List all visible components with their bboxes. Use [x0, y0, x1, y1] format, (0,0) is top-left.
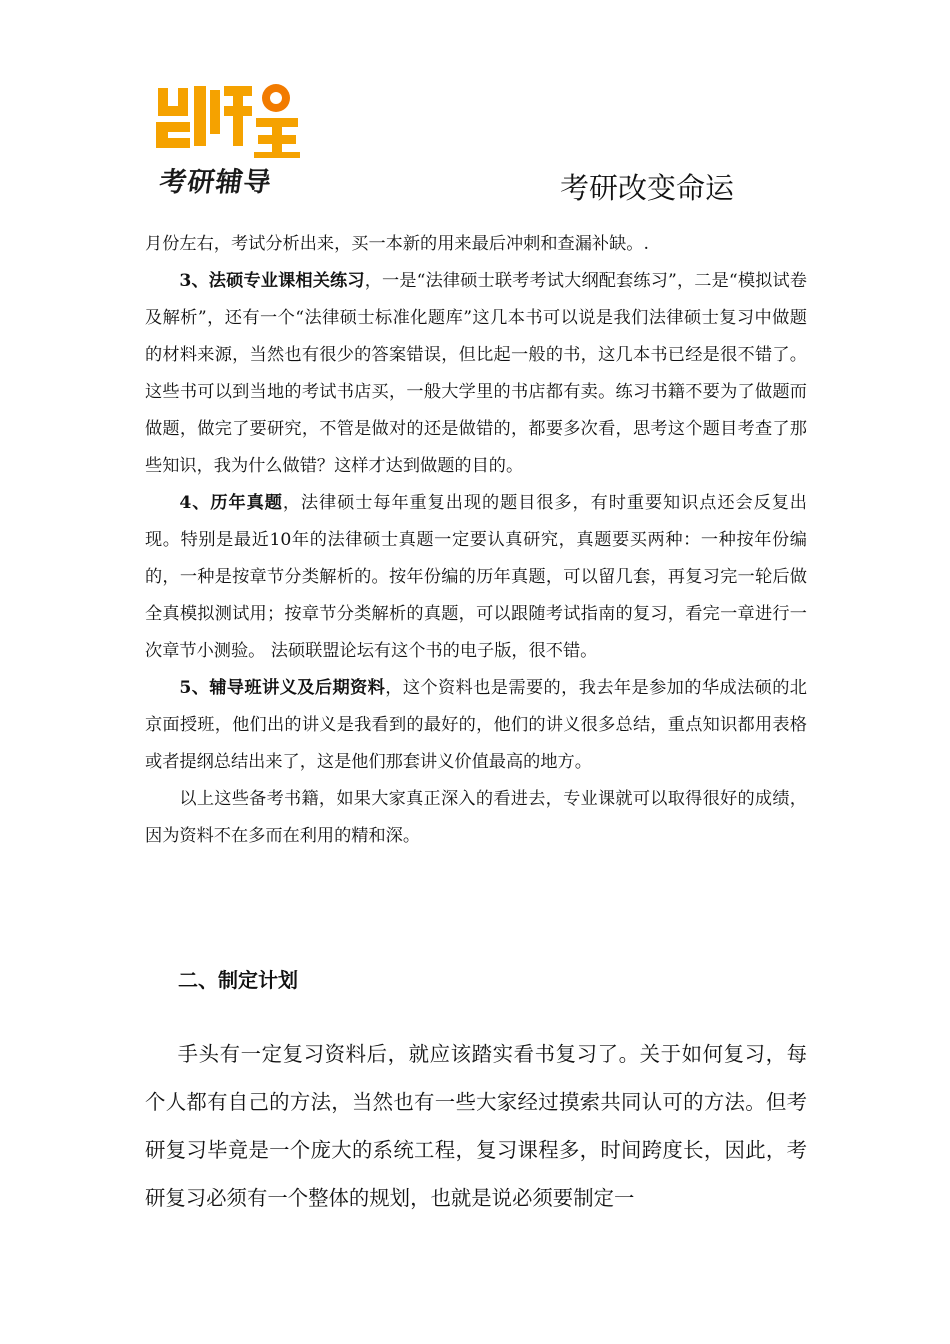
- paragraph-plan-intro: 手头有一定复习资料后，就应该踏实看书复习了。关于如何复习，每个人都有自己的方法，当然也有一些大家经过摸索共同认可的方法。但考研复习毕竟是一个庞大的系统工程，复习课程多，时间跨度长，因此，考研复习必须有一个整体的规划，也就是说必须要制定一: [145, 1042, 807, 1210]
- item-text-5: ，这个资料也是需要的，我去年是参加的华成法硕的北京面授班，他们出的讲义是我看到的最好的，他们的讲义很多总结，重点知识都用表格或者提纲总结出来了，这是他们那套讲义价值最高的地方。: [145, 678, 807, 772]
- item-text-4: ，法律硕士每年重复出现的题目很多，有时重要知识点还会反复出现。特别是最近10年的法律硕士真题一定要认真研究，真题要买两种：一种按年份编的，一种是按章节分类解析的。按年份编的历年真题，可以留几套，再复习完一轮后做全真模拟测试用；按章节分类解析的真题，可以跟随考试指南的复习，看完一章进行一次章节小测验。 法硕联盟论坛有这个书的电子版，很不错。: [145, 493, 807, 661]
- logo-glyph-3: [224, 86, 252, 146]
- logo-circle-inner: [270, 92, 282, 104]
- logo-glyph-1-top: [158, 88, 188, 116]
- logo: [150, 78, 300, 198]
- logo-glyph-group: [156, 84, 300, 158]
- item-text-3: ，一是“法律硕士联考考试大纲配套练习”，二是“模拟试卷及解析”，还有一个“法律硕士标准化题库”这几本书可以说是我们法律硕士复习中做题的材料来源，当然也有很少的答案错误，但比起一般的书，这几本书已经是很不错了。这些书可以到当地的考试书店买，一般大学里的书店都有卖。练习书籍不要为了做题而做题，做完了要研究，不管是做对的还是做错的，都要多次看，思考这个题目考查了那些知识，我为什么做错？这样才达到做题的目的。: [145, 271, 807, 476]
- kaicheng-logo-mark: [152, 78, 300, 158]
- section-heading-plan: 二、制定计划: [178, 968, 298, 992]
- logo-glyph-1-bottom: [156, 122, 190, 148]
- paragraph-past-exams: [145, 485, 807, 670]
- logo-glyph-2-right: [210, 90, 220, 134]
- paragraph-tutoring-materials: [145, 670, 807, 781]
- item-heading-5: 5、辅导班讲义及后期资料: [179, 678, 386, 698]
- logo-glyph-4: [254, 118, 300, 158]
- paragraph-summary: 以上这些备考书籍，如果大家真正深入的看进去，专业课就可以取得很好的成绩，因为资料不在多而在利用的精和深。: [145, 789, 807, 846]
- logo-glyph-2-left: [194, 86, 206, 146]
- item-heading-3: 3、法硕专业课相关练习: [179, 271, 365, 291]
- header-slogan: 考研改变命运: [560, 171, 735, 205]
- paragraph-practice-books: [145, 263, 807, 485]
- item-heading-4: 4、历年真题: [179, 493, 283, 513]
- document-body: [145, 226, 807, 855]
- paragraph-continuation: 月份左右，考试分析出来，买一本新的用来最后冲刺和查漏补缺。.: [145, 234, 649, 254]
- logo-subtitle: 考研辅导: [157, 167, 274, 198]
